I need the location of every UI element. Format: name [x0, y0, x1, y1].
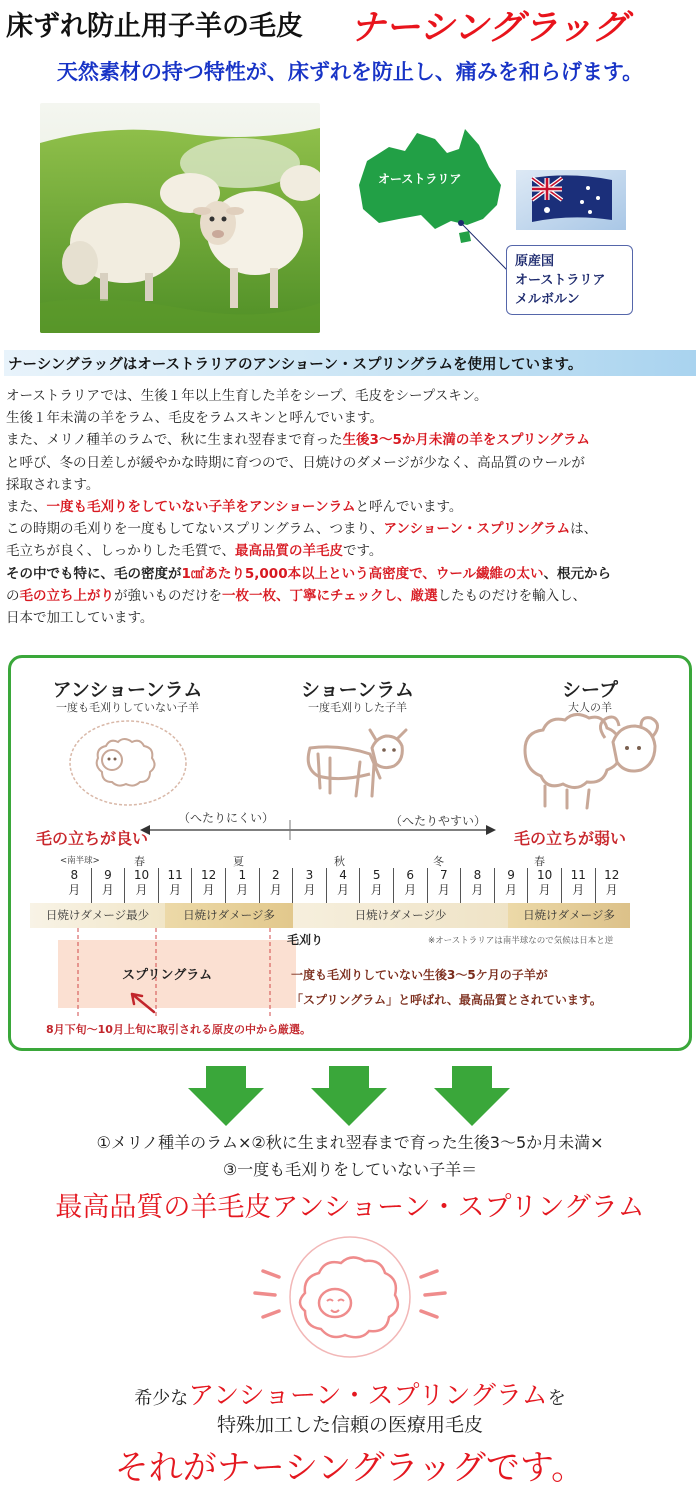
good-label: 毛の立ちが良い [36, 829, 149, 848]
month-cell: 11 月 [561, 868, 595, 908]
month-cell: 8 月 [460, 868, 494, 908]
sun-damage-band: 日焼けダメージ最少 [30, 903, 165, 928]
product-name: ナーシングラッグ [350, 8, 628, 48]
season-label: 夏 [233, 855, 244, 868]
origin-line-2: オーストラリア [515, 273, 606, 288]
season-label: 春 [534, 855, 545, 868]
body-line: この時期の毛刈りを一度もしてないスプリングラム、つまり、アンショーン・スプリングラムは、 [6, 521, 598, 538]
month-cell: 5 月 [359, 868, 393, 908]
season-label: 春 [134, 855, 145, 868]
sun-damage-band: 日焼けダメージ多 [165, 903, 293, 928]
australia-flag [516, 170, 626, 230]
closing-line-3: それがナーシングラッグです。 [114, 1448, 586, 1488]
origin-callout [506, 245, 633, 315]
spring-lamb-label: スプリングラム [122, 968, 213, 983]
month-cell: 9 月 [91, 868, 125, 908]
result-headline: 最高品質の羊毛皮アンショーン・スプリングラム [55, 1192, 645, 1223]
body-text [6, 385, 696, 629]
shorn-lamb-icon [300, 718, 420, 808]
month-cell: 7 月 [427, 868, 461, 908]
formula-line-2: ③一度も毛刈りをしていない子羊＝ [222, 1160, 478, 1179]
body-line: 日本で加工しています。 [6, 610, 154, 627]
section-heading-text: ナーシングラッグはオーストラリアのアンショーン・スプリングラムを使用しています。 [8, 357, 583, 373]
body-line: の毛の立ち上がりが強いものだけを一枚一枚、丁寧にチェックし、厳選したものだけを輸入し、 [6, 587, 587, 604]
formula-line-1: ①メリノ種羊のラム×②秋に生まれ翌春まで育った生後3〜5か月未満× [96, 1133, 604, 1152]
month-cell: 3 月 [292, 868, 326, 908]
selection-note: 8月下旬〜10月上旬に取引される原皮の中から厳選。 [46, 1023, 311, 1036]
map-label: オーストラリア [378, 172, 462, 186]
axis-arrow [138, 820, 498, 840]
body-line: また、メリノ種羊のラムで、秋に生まれ翌春まで育った生後3〜5か月未満の羊をスプリングラム [6, 432, 590, 449]
origin-line-3: メルボルン [515, 292, 580, 307]
month-cell: 10 月 [124, 868, 158, 908]
closing-line-2: 特殊加工した信頼の医療用毛皮 [216, 1414, 483, 1436]
closing-line-1: 希少なアンショーン・スプリングラムを [134, 1381, 566, 1411]
month-cell: 1 月 [225, 868, 259, 908]
col-title-unshorn: アンショーンラム [52, 679, 203, 701]
month-cell: 12 月 [595, 868, 629, 908]
body-line: また、一度も毛刈りをしていない子羊をアンショーンラムと呼んでいます。 [6, 499, 463, 516]
sheep-icon [525, 714, 658, 808]
page-title: 床ずれ防止用子羊の毛皮 [6, 11, 303, 42]
month-cell: 6 月 [393, 868, 427, 908]
sun-damage-band: 日焼けダメージ多 [508, 903, 630, 928]
sheep-photo [40, 103, 320, 333]
body-line: 毛立ちが良く、しっかりした毛質で、最高品質の羊毛皮です。 [6, 543, 383, 560]
season-label: 冬 [433, 855, 444, 868]
spring-lamb-desc: 「スプリングラム」と呼ばれ、最高品質とされています。 [291, 993, 602, 1007]
hemisphere-note: ※オーストラリアは南半球なので気候は日本と逆 [428, 936, 614, 946]
col-title-shorn: ショーンラム [300, 679, 415, 701]
body-line: その中でも特に、毛の密度が1㎠あたり5,000本以上という高密度で、ウール繊維の太い、根元から [6, 565, 612, 582]
body-line: 生後１年未満の羊をラム、毛皮をラムスキンと呼んでいます。 [6, 410, 383, 427]
left-bracket: （へたりにくい） [178, 811, 275, 825]
sun-damage-band: 日焼けダメージ少 [293, 903, 508, 928]
month-cell: 4 月 [326, 868, 360, 908]
col-sub-sheep: 大人の羊 [568, 701, 612, 714]
month-row [58, 868, 628, 908]
down-arrow-icon [434, 1066, 510, 1126]
down-arrow-icon [188, 1066, 264, 1126]
weak-label: 毛の立ちが弱い [514, 829, 627, 848]
body-line: 採取されます。 [6, 476, 100, 493]
col-title-sheep: シープ [561, 679, 619, 701]
body-line: と呼び、冬の日差しが緩やかな時期に育つので、日焼けのダメージが少なく、高品質のウールが [6, 454, 585, 471]
month-cell: 12 月 [191, 868, 225, 908]
origin-line-1: 原産国 [515, 254, 555, 269]
pink-sheep-icon [235, 1235, 465, 1360]
section-heading [4, 350, 696, 376]
month-cell: 10 月 [527, 868, 561, 908]
col-sub-unshorn: 一度も毛刈りしていない子羊 [56, 701, 199, 714]
page-subtitle: 天然素材の持つ特性が、床ずれを防止し、痛みを和らげます。 [56, 60, 644, 84]
shearing-label: 毛刈り [287, 933, 324, 947]
month-cell: 11 月 [158, 868, 192, 908]
month-cell: 8 月 [68, 868, 81, 897]
col-sub-shorn: 一度毛刈りした子羊 [308, 701, 407, 714]
spring-lamb-desc: 一度も毛刈りしていない生後3〜5ケ月の子羊が [291, 968, 548, 982]
month-cell: 2 月 [259, 868, 293, 908]
unshorn-lamb-icon [68, 718, 188, 808]
right-bracket: （へたりやすい） [390, 814, 487, 828]
body-line: オーストラリアでは、生後１年以上生育した羊をシープ、毛皮をシープスキン。 [6, 388, 488, 404]
season-label: 秋 [334, 855, 345, 868]
hemisphere-label: <南半球> [60, 856, 100, 866]
month-cell: 9 月 [494, 868, 528, 908]
down-arrow-icon [311, 1066, 387, 1126]
